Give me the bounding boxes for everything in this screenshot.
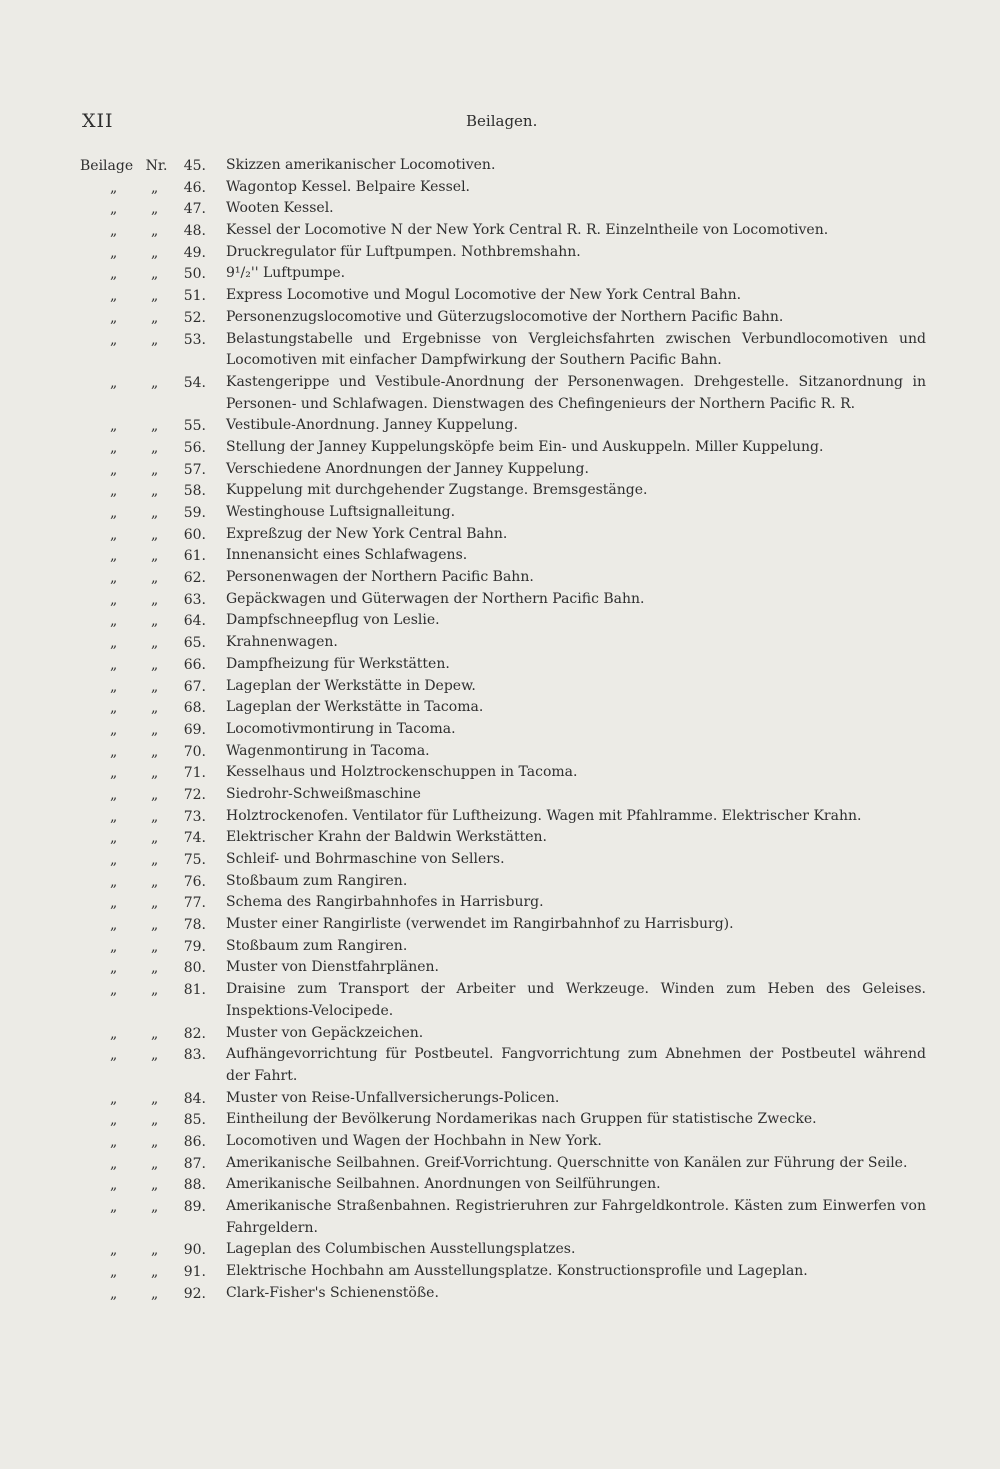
entry-number: 59. xyxy=(183,505,206,522)
ditto-mark: „ xyxy=(151,917,159,934)
ditto-mark: „ xyxy=(151,1112,159,1129)
entry-number: 57. xyxy=(183,461,206,478)
ditto-mark: „ xyxy=(151,786,159,803)
entry-text: Kesselhaus und Holztrockenschuppen in Tacoma. xyxy=(226,764,578,781)
ditto-mark: „ xyxy=(110,374,118,391)
ditto-mark: „ xyxy=(151,1177,159,1194)
entry-number: 76. xyxy=(183,873,206,890)
entry-text: Schleif- und Bohrmaschine von Sellers. xyxy=(226,851,505,868)
ditto-mark: „ xyxy=(151,1285,159,1302)
ditto-mark: „ xyxy=(110,461,118,478)
entry-number: 47. xyxy=(183,201,206,218)
entry-number: 63. xyxy=(183,591,206,608)
ditto-mark: „ xyxy=(110,1090,118,1107)
ditto-mark: „ xyxy=(151,374,159,391)
entry-text: Muster von Reise-Unfallversicherungs-Policen. xyxy=(226,1089,560,1106)
entry-text: Wooten Kessel. xyxy=(226,200,334,217)
ditto-mark: „ xyxy=(110,917,118,934)
entry-number: 65. xyxy=(183,635,206,652)
entry-text: Lageplan der Werkstätte in Depew. xyxy=(226,677,476,694)
entry-number: 60. xyxy=(183,526,206,543)
entry-text: Krahnenwagen. xyxy=(226,634,338,651)
entry-text: Kuppelung mit durchgehender Zugstange. Bremsgestänge. xyxy=(226,482,648,499)
entry-text: Express Locomotive und Mogul Locomotive der New York Central Bahn. xyxy=(226,287,742,304)
entry-text: Stoßbaum zum Rangiren. xyxy=(226,937,408,954)
ditto-mark: „ xyxy=(151,1264,159,1281)
entry-number: 66. xyxy=(183,656,206,673)
ditto-mark: „ xyxy=(110,1112,118,1129)
ditto-mark: „ xyxy=(151,244,159,261)
entry-text: Schema des Rangirbahnhofes in Harrisburg. xyxy=(226,894,544,911)
entry-number: 89. xyxy=(183,1199,206,1216)
beilagen-list xyxy=(0,158,1000,1308)
ditto-mark: „ xyxy=(110,266,118,283)
ditto-mark: „ xyxy=(110,613,118,630)
ditto-mark: „ xyxy=(151,266,159,283)
entry-text: Aufhängevorrichtung für Postbeutel. Fangvorrichtung zum Abnehmen der Postbeutel während der Fahrt. xyxy=(226,1046,926,1084)
entry-text: Locomotiven und Wagen der Hochbahn in New York. xyxy=(226,1133,602,1149)
ditto-mark: „ xyxy=(110,938,118,955)
entry-number: 87. xyxy=(183,1155,206,1172)
entry-number: 88. xyxy=(183,1177,206,1194)
entry-number: 49. xyxy=(183,244,206,261)
list-item xyxy=(0,982,1000,1025)
ditto-mark: „ xyxy=(151,288,159,305)
entry-number: 72. xyxy=(183,786,206,803)
entry-number: 84. xyxy=(183,1090,206,1107)
entry-text: Innenansicht eines Schlafwagens. xyxy=(226,547,468,564)
entry-number: 48. xyxy=(183,223,206,240)
ditto-mark: „ xyxy=(110,244,118,261)
ditto-mark: „ xyxy=(110,895,118,912)
ditto-mark: „ xyxy=(151,635,159,652)
entry-number: 83. xyxy=(183,1047,206,1064)
ditto-mark: „ xyxy=(151,526,159,543)
ditto-mark: „ xyxy=(110,656,118,673)
entry-number: 68. xyxy=(183,700,206,717)
ditto-mark: „ xyxy=(110,786,118,803)
ditto-mark: „ xyxy=(110,591,118,608)
ditto-mark: „ xyxy=(110,808,118,825)
ditto-mark: „ xyxy=(110,201,118,218)
ditto-mark: „ xyxy=(110,179,118,196)
ditto-mark: „ xyxy=(151,331,159,348)
ditto-mark: „ xyxy=(151,808,159,825)
ditto-mark: „ xyxy=(110,765,118,782)
entry-text: 9¹/₂'' Luftpumpe. xyxy=(226,265,346,282)
ditto-mark: „ xyxy=(151,830,159,847)
entry-number: 85. xyxy=(183,1112,206,1129)
ditto-mark: „ xyxy=(151,613,159,630)
entry-text: Amerikanische Straßenbahnen. Registrieruhren zur Fahrgeldkontrole. Kästen zum Einwerfen von Fahrgeldern. xyxy=(226,1198,926,1236)
entry-text: Elektrische Hochbahn am Ausstellungsplatze. Konstructionsprofile und Lageplan. xyxy=(226,1263,808,1280)
ditto-mark: „ xyxy=(151,505,159,522)
list-item xyxy=(0,375,1000,418)
ditto-mark: „ xyxy=(110,678,118,695)
entry-number: 54. xyxy=(183,374,206,391)
ditto-mark: „ xyxy=(151,852,159,869)
page-number: XII xyxy=(82,110,114,132)
entry-number: 75. xyxy=(183,852,206,869)
entry-number: 69. xyxy=(183,721,206,738)
entry-number: 79. xyxy=(183,938,206,955)
ditto-mark: „ xyxy=(110,505,118,522)
ditto-mark: „ xyxy=(110,700,118,717)
ditto-mark: „ xyxy=(110,223,118,240)
ditto-mark: „ xyxy=(110,1285,118,1302)
running-head: Beilagen. xyxy=(466,112,538,130)
entry-text: Clark-Fisher's Schienenstöße. xyxy=(226,1284,439,1301)
ditto-mark: „ xyxy=(151,418,159,435)
ditto-mark: „ xyxy=(110,288,118,305)
entry-text: Elektrischer Krahn der Baldwin Werkstätten. xyxy=(226,829,547,846)
ditto-mark: „ xyxy=(110,852,118,869)
entry-text: Druckregulator für Luftpumpen. Nothbremshahn. xyxy=(226,243,581,260)
ditto-mark: „ xyxy=(151,982,159,999)
entry-text: Gepäckwagen und Güterwagen der Northern Pacific Bahn. xyxy=(226,590,645,607)
entry-text: Verschiedene Anordnungen der Janney Kuppelung. xyxy=(226,460,589,477)
entry-number: 58. xyxy=(183,483,206,500)
ditto-mark: „ xyxy=(151,743,159,760)
ditto-mark: „ xyxy=(151,1025,159,1042)
ditto-mark: „ xyxy=(151,483,159,500)
ditto-mark: „ xyxy=(151,179,159,196)
ditto-mark: „ xyxy=(110,331,118,348)
entry-text: Siedrohr-Schweißmaschine xyxy=(226,785,421,802)
ditto-mark: „ xyxy=(151,309,159,326)
ditto-mark: „ xyxy=(110,570,118,587)
entry-text: Skizzen amerikanischer Locomotiven. xyxy=(226,157,496,173)
entry-number: 80. xyxy=(183,960,206,977)
ditto-mark: „ xyxy=(151,548,159,565)
entry-text: Muster einer Rangirliste (verwendet im Rangirbahnhof zu Harrisburg). xyxy=(226,916,734,933)
ditto-mark: „ xyxy=(110,1242,118,1259)
ditto-mark: „ xyxy=(151,1199,159,1216)
ditto-mark: „ xyxy=(110,548,118,565)
ditto-mark: „ xyxy=(110,743,118,760)
entry-number: 71. xyxy=(183,765,206,782)
ditto-mark: „ xyxy=(110,635,118,652)
ditto-mark: „ xyxy=(151,1155,159,1172)
entry-text: Lageplan des Columbischen Ausstellungsplatzes. xyxy=(226,1241,576,1258)
ditto-mark: „ xyxy=(110,418,118,435)
entry-text: Belastungstabelle und Ergebnisse von Vergleichsfahrten zwischen Verbundlocomotiven und Locomotiven mit einfacher Dampfwirkung der Southern Pacific Bahn. xyxy=(226,330,926,369)
entry-number: 90. xyxy=(183,1242,206,1259)
entry-number: 52. xyxy=(183,309,206,326)
entry-number: 74. xyxy=(183,830,206,847)
ditto-mark: „ xyxy=(110,1177,118,1194)
ditto-mark: „ xyxy=(151,700,159,717)
ditto-mark: „ xyxy=(110,830,118,847)
ditto-mark: „ xyxy=(110,526,118,543)
entry-text: Amerikanische Seilbahnen. Anordnungen von Seilführungen. xyxy=(226,1176,661,1193)
entry-text: Amerikanische Seilbahnen. Greif-Vorrichtung. Querschnitte von Kanälen zur Führung der Seile. xyxy=(226,1154,908,1171)
ditto-mark: „ xyxy=(110,873,118,890)
ditto-mark: „ xyxy=(110,960,118,977)
ditto-mark: „ xyxy=(151,721,159,738)
ditto-mark: „ xyxy=(151,201,159,218)
ditto-mark: „ xyxy=(110,982,118,999)
entry-number: 53. xyxy=(183,331,206,348)
entry-number: 86. xyxy=(183,1134,206,1150)
entry-text: Kastengerippe und Vestibule-Anordnung der Personenwagen. Drehgestelle. Sitzanordnung in Personen- und Schlafwagen. Dienstwagen des Chefingenieurs der Northern Pacific R. R. xyxy=(226,373,926,412)
entry-number: 91. xyxy=(183,1264,206,1281)
entry-number: 78. xyxy=(183,917,206,934)
entry-text: Draisine zum Transport der Arbeiter und Werkzeuge. Winden zum Heben des Geleises. Inspektions-Velocipede. xyxy=(226,981,926,1019)
ditto-mark: „ xyxy=(151,1047,159,1064)
entry-text: Wagontop Kessel. Belpaire Kessel. xyxy=(226,178,471,195)
entry-text: Personenzugslocomotive und Güterzugslocomotive der Northern Pacific Bahn. xyxy=(226,308,784,325)
entry-text: Locomotivmontirung in Tacoma. xyxy=(226,720,456,737)
ditto-mark: „ xyxy=(110,1134,118,1150)
ditto-mark: „ xyxy=(151,938,159,955)
ditto-mark: „ xyxy=(151,960,159,977)
entry-text: Holztrockenofen. Ventilator für Luftheizung. Wagen mit Pfahlramme. Elektrischer Krahn. xyxy=(226,807,862,824)
ditto-mark: „ xyxy=(110,483,118,500)
entry-text: Stellung der Janney Kuppelungsköpfe beim Ein- und Auskuppeln. Miller Kuppelung. xyxy=(226,438,824,455)
entry-text: Wagenmontirung in Tacoma. xyxy=(226,742,430,759)
list-item xyxy=(0,1199,1000,1242)
ditto-mark: „ xyxy=(110,1025,118,1042)
entry-number: 92. xyxy=(183,1285,206,1302)
entry-text: Dampfschneepflug von Leslie. xyxy=(226,612,440,629)
entry-number: 51. xyxy=(183,288,206,305)
ditto-mark: „ xyxy=(151,591,159,608)
entry-number: 55. xyxy=(183,418,206,435)
ditto-mark: „ xyxy=(151,570,159,587)
ditto-mark: „ xyxy=(151,1090,159,1107)
entry-text: Stoßbaum zum Rangiren. xyxy=(226,872,408,889)
beilage-label: Beilage Nr. xyxy=(80,158,168,174)
entry-number: 61. xyxy=(183,548,206,565)
ditto-mark: „ xyxy=(110,1047,118,1064)
list-item xyxy=(0,1286,1000,1308)
entry-text: Muster von Gepäckzeichen. xyxy=(226,1024,424,1041)
ditto-mark: „ xyxy=(110,721,118,738)
ditto-mark: „ xyxy=(151,678,159,695)
entry-text: Lageplan der Werkstätte in Tacoma. xyxy=(226,699,484,716)
entry-number: 56. xyxy=(183,439,206,456)
entry-text: Dampfheizung für Werkstätten. xyxy=(226,655,450,672)
ditto-mark: „ xyxy=(110,1264,118,1281)
entry-text: Muster von Dienstfahrplänen. xyxy=(226,959,440,976)
entry-number: 46. xyxy=(183,179,206,196)
entry-number: 70. xyxy=(183,743,206,760)
entry-number: 67. xyxy=(183,678,206,695)
ditto-mark: „ xyxy=(151,873,159,890)
ditto-mark: „ xyxy=(110,1155,118,1172)
ditto-mark: „ xyxy=(151,439,159,456)
entry-number: 62. xyxy=(183,570,206,587)
entry-number: 50. xyxy=(183,266,206,283)
entry-text: Eintheilung der Bevölkerung Nordamerikas nach Gruppen für statistische Zwecke. xyxy=(226,1111,817,1128)
entry-text: Kessel der Locomotive N der New York Central R. R. Einzelntheile von Locomotiven. xyxy=(226,222,829,239)
ditto-mark: „ xyxy=(110,439,118,456)
entry-number: 82. xyxy=(183,1025,206,1042)
entry-number: 77. xyxy=(183,895,206,912)
entry-number: 45. xyxy=(183,158,206,174)
page-header xyxy=(82,110,538,134)
entry-number: 73. xyxy=(183,808,206,825)
entry-number: 81. xyxy=(183,982,206,999)
ditto-mark: „ xyxy=(151,895,159,912)
ditto-mark: „ xyxy=(110,1199,118,1216)
list-item xyxy=(0,1047,1000,1090)
entry-text: Vestibule-Anordnung. Janney Kuppelung. xyxy=(226,417,518,434)
ditto-mark: „ xyxy=(151,656,159,673)
ditto-mark: „ xyxy=(151,765,159,782)
ditto-mark: „ xyxy=(151,461,159,478)
entry-number: 64. xyxy=(183,613,206,630)
entry-text: Westinghouse Luftsignalleitung. xyxy=(226,504,456,521)
ditto-mark: „ xyxy=(110,309,118,326)
entry-text: Expreßzug der New York Central Bahn. xyxy=(226,525,508,542)
list-item xyxy=(0,332,1000,375)
ditto-mark: „ xyxy=(151,1134,159,1150)
ditto-mark: „ xyxy=(151,223,159,240)
entry-text: Personenwagen der Northern Pacific Bahn. xyxy=(226,569,534,586)
ditto-mark: „ xyxy=(151,1242,159,1259)
